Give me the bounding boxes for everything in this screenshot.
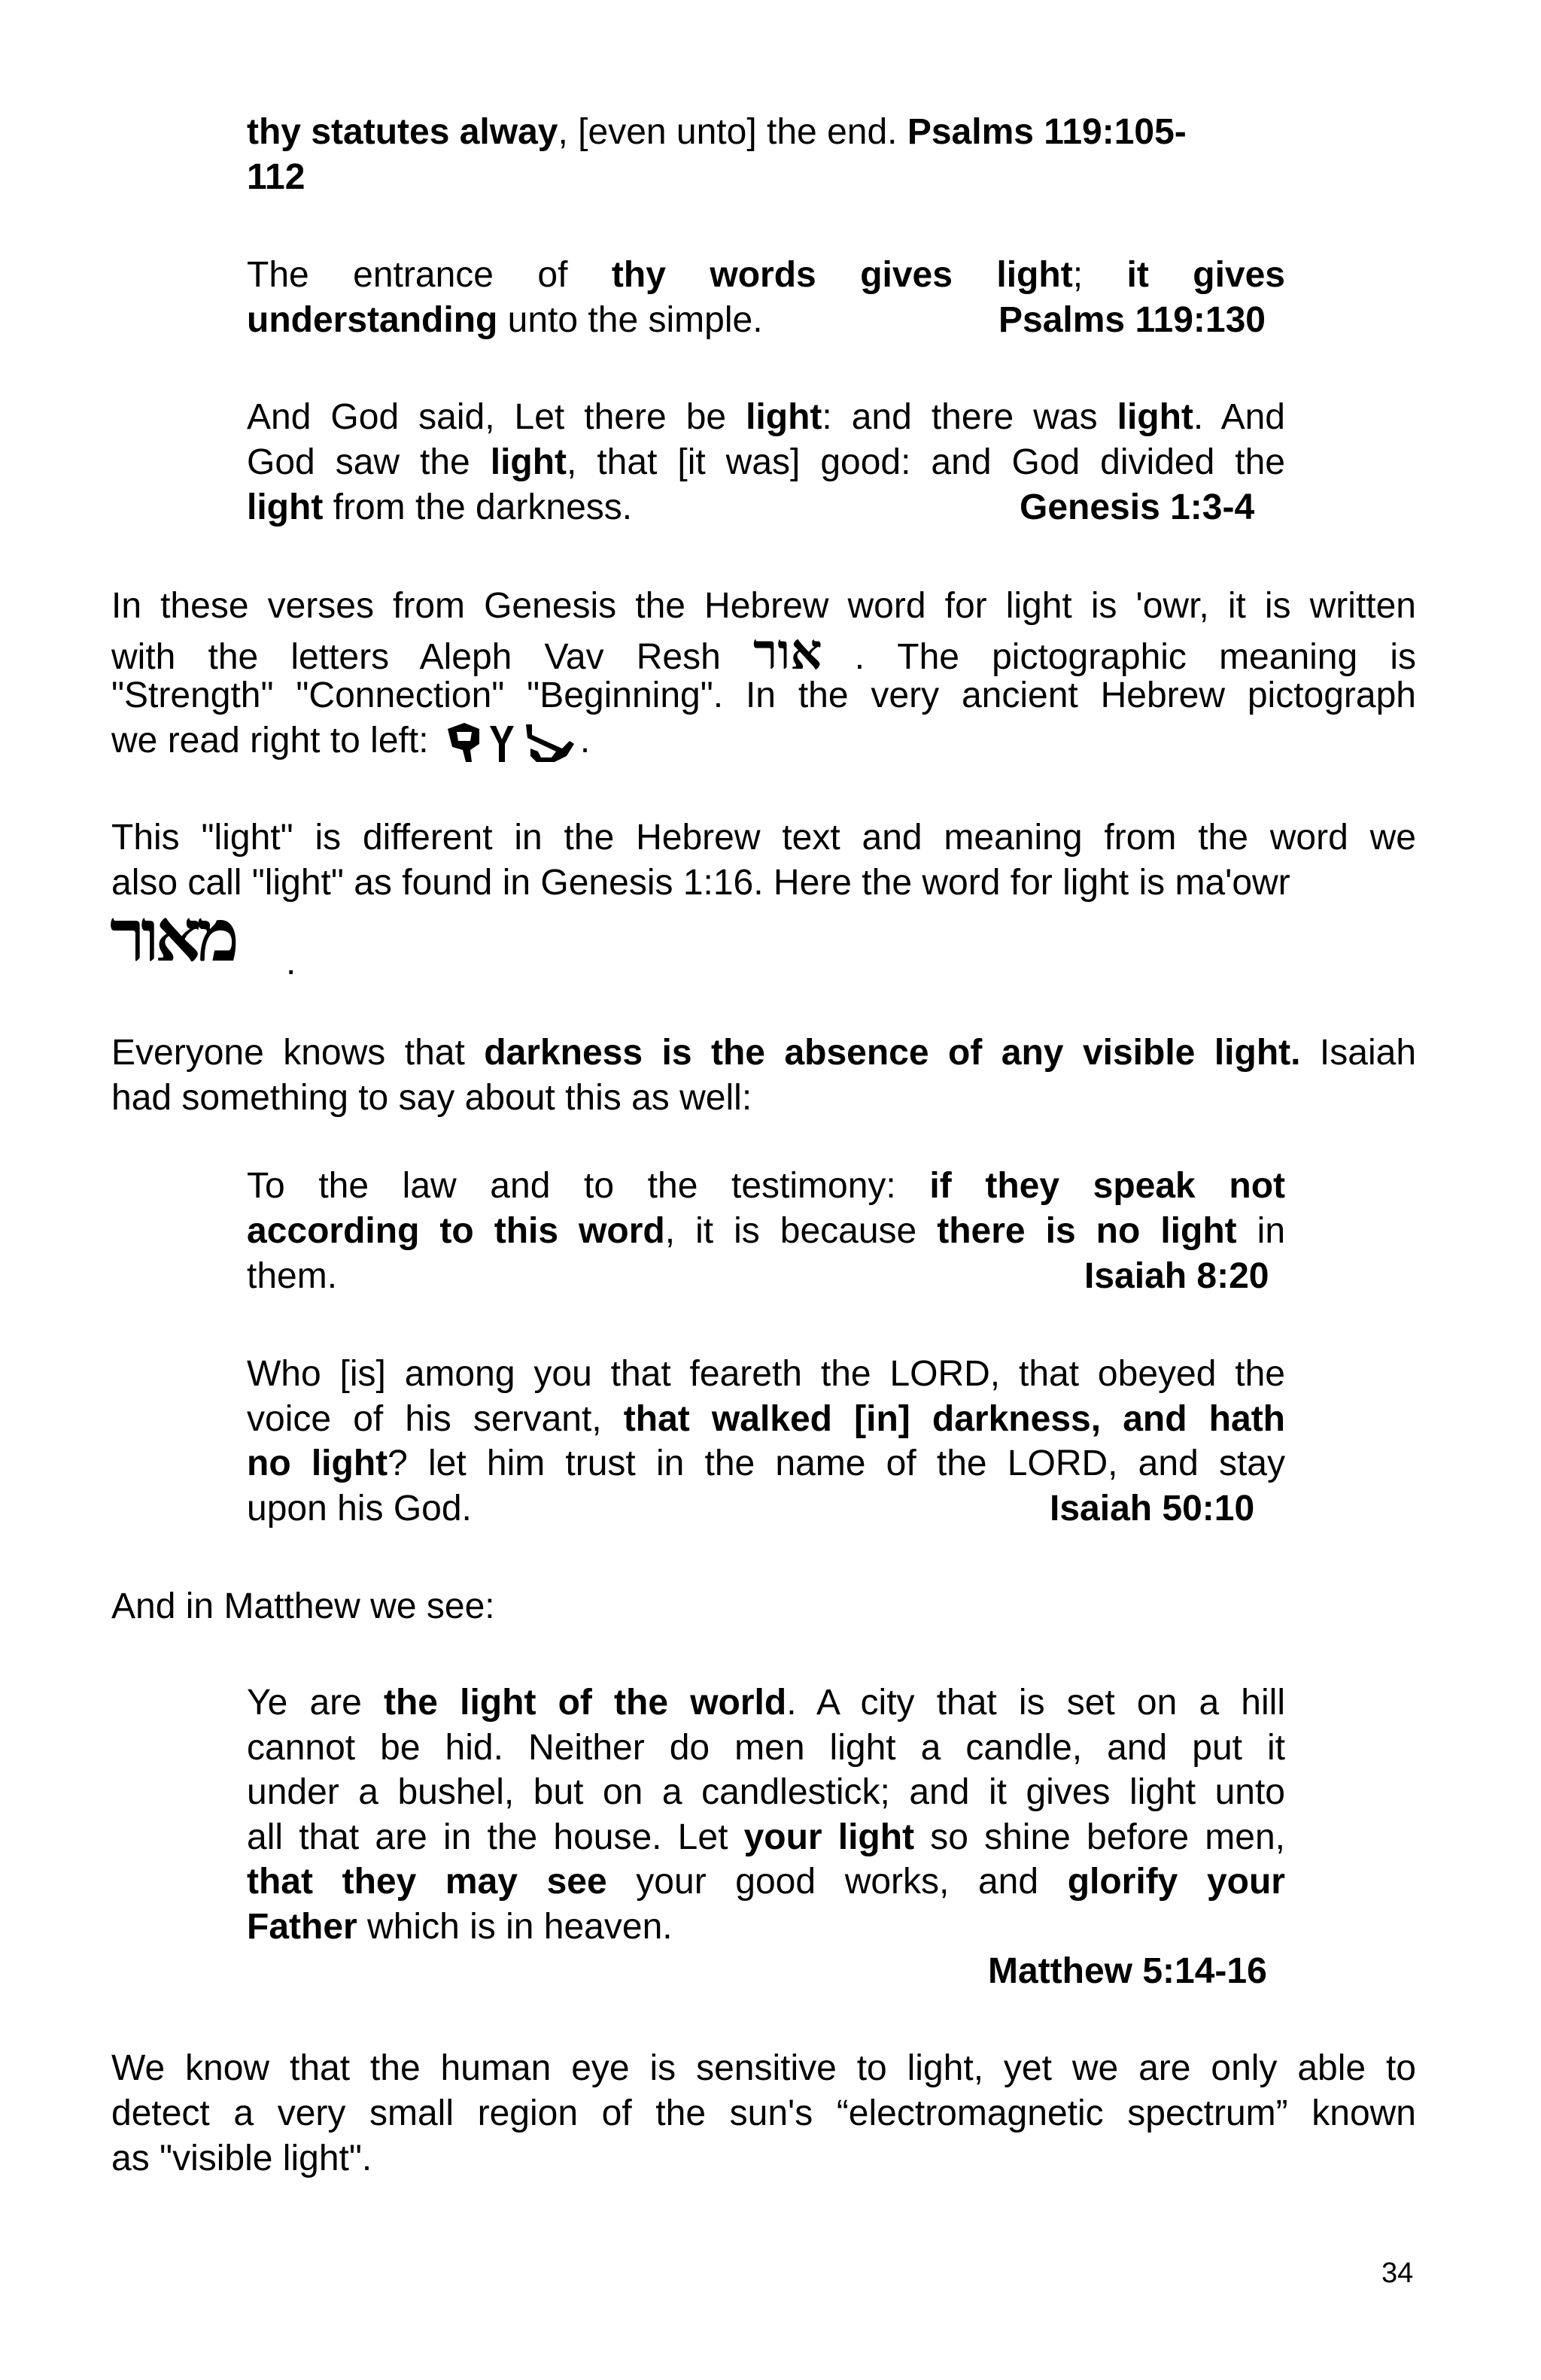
bold-text: thy words gives light — [611, 255, 1073, 295]
bold-text: that they may see — [247, 1862, 607, 1902]
matthew-5-line1 — [247, 1680, 1285, 1726]
verse-text: ? let him trust in the name of the LORD, and stay — [388, 1443, 1285, 1483]
matthew-5-line4 — [247, 1815, 1285, 1860]
verse-text: from the darkness. — [323, 487, 633, 527]
isaiah-50-line3 — [247, 1441, 1285, 1486]
bold-text: the light of the world — [383, 1683, 787, 1723]
darkness-line2: had something to say about this as well: — [111, 1078, 752, 1118]
bold-text: light — [247, 487, 324, 527]
maowr-line2: also call "light" as found in Genesis 1:16. Here the word for light is ma'owr — [111, 863, 1290, 903]
matthew-intro-line1: And in Matthew we see: — [111, 1586, 495, 1626]
verse-text: , it is because — [664, 1211, 938, 1251]
verse-text: . And — [1193, 397, 1286, 437]
ancient-hebrew-pictograph-icon — [442, 718, 577, 767]
verse-text: ; — [1072, 255, 1127, 295]
verse-text: The entrance of — [247, 255, 612, 295]
verse-text: To the law and to the testimony: — [247, 1166, 930, 1206]
verse-text: unto the simple. — [497, 300, 763, 340]
paragraph-text: we read right to left: — [111, 721, 429, 760]
isaiah-8-line1 — [247, 1164, 1285, 1209]
paragraph-text: . The pictographic meaning is — [854, 637, 1416, 677]
genesis-explain-line2 — [111, 622, 1416, 681]
bold-text: light — [1117, 397, 1193, 437]
paragraph-text: with the letters Aleph Vav Resh — [111, 637, 721, 677]
spectrum-line3: as "visible light". — [111, 2139, 372, 2178]
verse-text: Ye are — [247, 1683, 384, 1723]
darkness-line1 — [111, 1031, 1416, 1076]
isaiah-8-line3: them. — [247, 1256, 338, 1296]
isaiah-50-reference: Isaiah 50:10 — [1050, 1489, 1255, 1528]
bold-text: if they speak not — [929, 1166, 1285, 1206]
bold-text: your light — [743, 1817, 915, 1857]
paragraph-text: . — [579, 721, 591, 760]
maowr-line1: This "light" is different in the Hebrew text and meaning from the word we — [111, 818, 1416, 858]
bold-text: that walked [in] darkness, and hath — [623, 1399, 1285, 1439]
verse-text: so shine before men, — [914, 1817, 1285, 1857]
bold-text: light — [746, 397, 822, 437]
hebrew-owr-text: אור — [752, 622, 822, 681]
bold-text: according to this word — [247, 1211, 665, 1251]
bold-text: there is no light — [937, 1211, 1237, 1251]
isaiah-50-line2 — [247, 1397, 1285, 1442]
verse-text: God saw the — [247, 442, 491, 482]
verse-text: all that are in the house. Let — [247, 1817, 744, 1857]
isaiah-8-reference: Isaiah 8:20 — [1084, 1256, 1269, 1296]
psalms-130-line1 — [247, 253, 1285, 298]
verse-text: which is in heaven. — [357, 1907, 673, 1947]
verse-text: voice of his servant, — [247, 1399, 624, 1439]
psalms-105-line1 — [247, 110, 1285, 155]
spectrum-line1: We know that the human eye is sensitive to light, yet we are only able to — [111, 2048, 1416, 2088]
verse-text: . A city that is set on a hill — [786, 1683, 1285, 1723]
page-number: 34 — [1381, 2257, 1414, 2289]
matthew-5-reference: Matthew 5:14-16 — [988, 1951, 1267, 1991]
genesis-explain-line1: In these verses from Genesis the Hebrew word for light is 'owr, it is written — [111, 586, 1416, 626]
isaiah-50-line4: upon his God. — [247, 1489, 472, 1528]
bold-text: it gives — [1126, 255, 1286, 295]
matthew-5-line2: cannot be hid. Neither do men light a candle, and put it — [247, 1728, 1285, 1768]
paragraph-text: Isaiah — [1300, 1033, 1417, 1073]
spectrum-line2: detect a very small region of the sun's “electromagnetic spectrum” known — [111, 2093, 1416, 2133]
matthew-5-line5 — [247, 1859, 1285, 1905]
bold-text: darkness is the absence of any visible light. — [484, 1033, 1301, 1073]
verse-text: , [even unto] the end. — [558, 112, 907, 152]
verse-text: , that [it was] good: and God divided the — [567, 442, 1285, 482]
matthew-5-line3: under a bushel, but on a candlestick; and it gives light unto — [247, 1772, 1285, 1812]
genesis-explain-line3: "Strength" "Connection" "Beginning". In the very ancient Hebrew pictograph — [111, 675, 1416, 715]
verse-reference: Psalms 119:105- — [907, 112, 1187, 152]
paragraph-text: Everyone knows that — [111, 1033, 485, 1073]
verse-text: And God said, Let there be — [247, 397, 746, 437]
verse-text: your good works, and — [606, 1862, 1068, 1902]
matthew-5-line6 — [247, 1905, 1285, 1950]
psalms-105-line2: 112 — [247, 157, 305, 197]
genesis-1-3-reference: Genesis 1:3-4 — [1020, 487, 1255, 527]
maowr-period: . — [286, 943, 296, 982]
genesis-1-3-line2 — [247, 440, 1285, 485]
genesis-1-3-line1 — [247, 395, 1285, 440]
bold-text: glorify your — [1067, 1862, 1285, 1902]
psalms-130-reference: Psalms 119:130 — [998, 300, 1266, 340]
bold-text: thy statutes alway — [247, 112, 558, 152]
verse-text: : and there was — [822, 397, 1117, 437]
genesis-explain-line4 — [111, 718, 1416, 767]
bold-text: no light — [247, 1443, 388, 1483]
isaiah-8-line2 — [247, 1209, 1285, 1254]
hebrew-maowr-text: מאור — [110, 893, 236, 978]
isaiah-50-line1: Who [is] among you that feareth the LORD, that obeyed the — [247, 1354, 1285, 1394]
bold-text: Father — [247, 1907, 357, 1947]
verse-text: in — [1236, 1211, 1286, 1251]
bold-text: light — [490, 442, 567, 482]
bold-text: understanding — [247, 300, 498, 340]
